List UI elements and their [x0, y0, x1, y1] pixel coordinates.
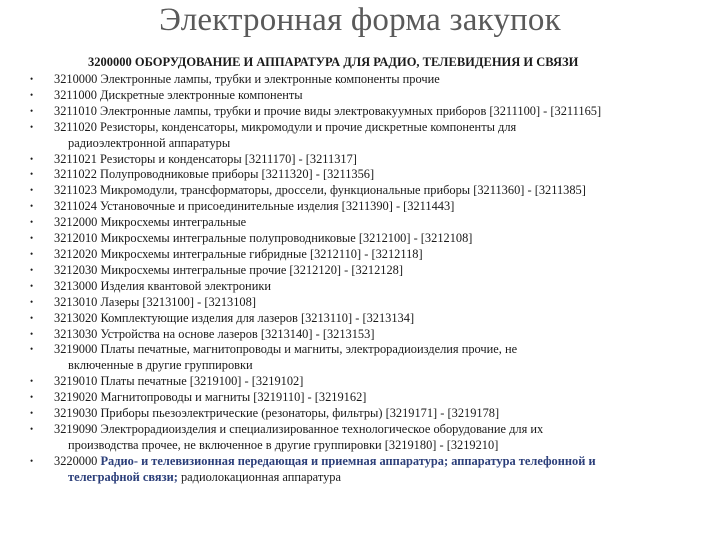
bullet-icon	[30, 72, 54, 88]
list-item	[30, 88, 710, 104]
list-item	[30, 279, 710, 295]
list-item-text: 3211000 Дискретные электронные компоненты	[54, 87, 303, 102]
list-item	[30, 422, 710, 438]
list-item-text: 3219000 Платы печатные, магнитопроводы и магниты, электрорадиоизделия прочие, не	[54, 342, 518, 357]
bullet-icon	[30, 183, 54, 199]
bullet-icon	[30, 199, 54, 215]
list-item-text: 3213020 Комплектующие изделия для лазеров [3213110] - [3213134]	[54, 310, 415, 325]
list-item-text: 3211020 Резисторы, конденсаторы, микромодули и прочие дискретные компоненты для	[54, 119, 517, 134]
bullet-icon	[30, 390, 54, 406]
bullet-icon	[30, 231, 54, 247]
list-item-text: 3211023 Микромодули, трансформаторы, дроссели, функциональные приборы [3211360] - [3211385]	[54, 183, 586, 198]
list-item-text: радиоэлектронной аппаратуры	[68, 135, 231, 150]
list-item-text: 3212020 Микросхемы интегральные гибридные [3212110] - [3212118]	[54, 246, 423, 261]
list-item-text: 3212030 Микросхемы интегральные прочие [3212120] - [3212128]	[54, 262, 403, 277]
list-item-text: 3213010 Лазеры [3213100] - [3213108]	[54, 294, 256, 309]
list-item	[30, 247, 710, 263]
list-item-text	[54, 454, 710, 470]
bullet-icon	[30, 152, 54, 168]
bullet-icon	[30, 406, 54, 422]
list-item	[30, 327, 710, 343]
list-item-text: 3211022 Полупроводниковые приборы [3211320] - [3211356]	[54, 167, 375, 182]
page-title: Электронная форма закупок	[159, 2, 561, 38]
bullet-icon	[30, 104, 54, 120]
bullet-icon	[30, 422, 54, 438]
list-item-text: 3210000 Электронные лампы, трубки и электронные компоненты прочие	[54, 72, 440, 86]
list-item	[30, 183, 710, 199]
bullet-icon	[30, 88, 54, 104]
bullet-icon	[30, 167, 54, 183]
section-heading: 3200000 ОБОРУДОВАНИЕ И АППАРАТУРА ДЛЯ РАДИО, ТЕЛЕВИДЕНИЯ И СВЯЗИ	[88, 55, 579, 69]
list-item-text: 3219010 Платы печатные [3219100] - [3219102]	[54, 374, 304, 389]
category-list	[30, 72, 710, 486]
bullet-icon	[30, 311, 54, 327]
list-item-text: 3211021 Резисторы и конденсаторы [3211170] - [3211317]	[54, 151, 357, 166]
bullet-icon	[30, 374, 54, 390]
list-item	[30, 374, 710, 390]
list-item	[30, 342, 710, 358]
list-item	[30, 263, 710, 279]
list-item	[30, 152, 710, 168]
list-item	[30, 104, 710, 120]
list-item-text: производства прочее, не включенное в другие группировки [3219180] - [3219210]	[68, 437, 499, 452]
list-item-text: 3211024 Установочные и присоединительные изделия [3211390] - [3211443]	[54, 199, 455, 214]
bullet-icon	[30, 295, 54, 311]
list-item-text: 3212000 Микросхемы интегральные	[54, 215, 247, 230]
list-item-continuation	[30, 470, 710, 486]
bullet-icon	[30, 342, 54, 358]
list-item-text: 3212010 Микросхемы интегральные полупроводниковые [3212100] - [3212108]	[54, 231, 473, 246]
item-title-highlight: Радио- и телевизионная передающая и приемная аппаратура; аппаратура телефонной и	[100, 453, 596, 468]
list-item-continuation	[30, 358, 710, 374]
list-item-continuation	[30, 136, 710, 152]
bullet-icon	[30, 327, 54, 343]
list-item-text: 3219090 Электрорадиоизделия и специализированное технологическое оборудование для их	[54, 421, 544, 436]
list-item	[30, 120, 710, 136]
list-item	[30, 390, 710, 406]
bullet-icon	[30, 454, 54, 470]
list-item	[30, 199, 710, 215]
list-item	[30, 311, 710, 327]
list-item-continuation	[30, 438, 710, 454]
bullet-icon	[30, 120, 54, 136]
bullet-icon	[30, 279, 54, 295]
list-item	[30, 454, 710, 470]
list-item	[30, 215, 710, 231]
bullet-icon	[30, 215, 54, 231]
list-item-text: 3213000 Изделия квантовой электроники	[54, 278, 271, 293]
list-item	[30, 72, 710, 88]
list-item-text: 3213030 Устройства на основе лазеров [3213140] - [3213153]	[54, 326, 375, 341]
list-item	[30, 231, 710, 247]
list-item	[30, 295, 710, 311]
list-item-text: включенные в другие группировки	[68, 358, 253, 373]
list-item-text: 3219030 Приборы пьезоэлектрические (резонаторы, фильтры) [3219171] - [3219178]	[54, 406, 500, 421]
list-item	[30, 167, 710, 183]
item-title-highlight: телеграфной связи;	[68, 469, 178, 484]
list-item	[30, 406, 710, 422]
bullet-icon	[30, 247, 54, 263]
item-code: 3220000	[54, 453, 98, 468]
item-title-rest: радиолокационная аппаратура	[180, 469, 341, 484]
bullet-icon	[30, 263, 54, 279]
list-item-text: 3219020 Магнитопроводы и магниты [3219110] - [3219162]	[54, 390, 367, 405]
list-item-text	[54, 470, 710, 486]
list-item-text: 3211010 Электронные лампы, трубки и прочие виды электровакуумных приборов [3211100] - [3211165]	[54, 103, 602, 118]
